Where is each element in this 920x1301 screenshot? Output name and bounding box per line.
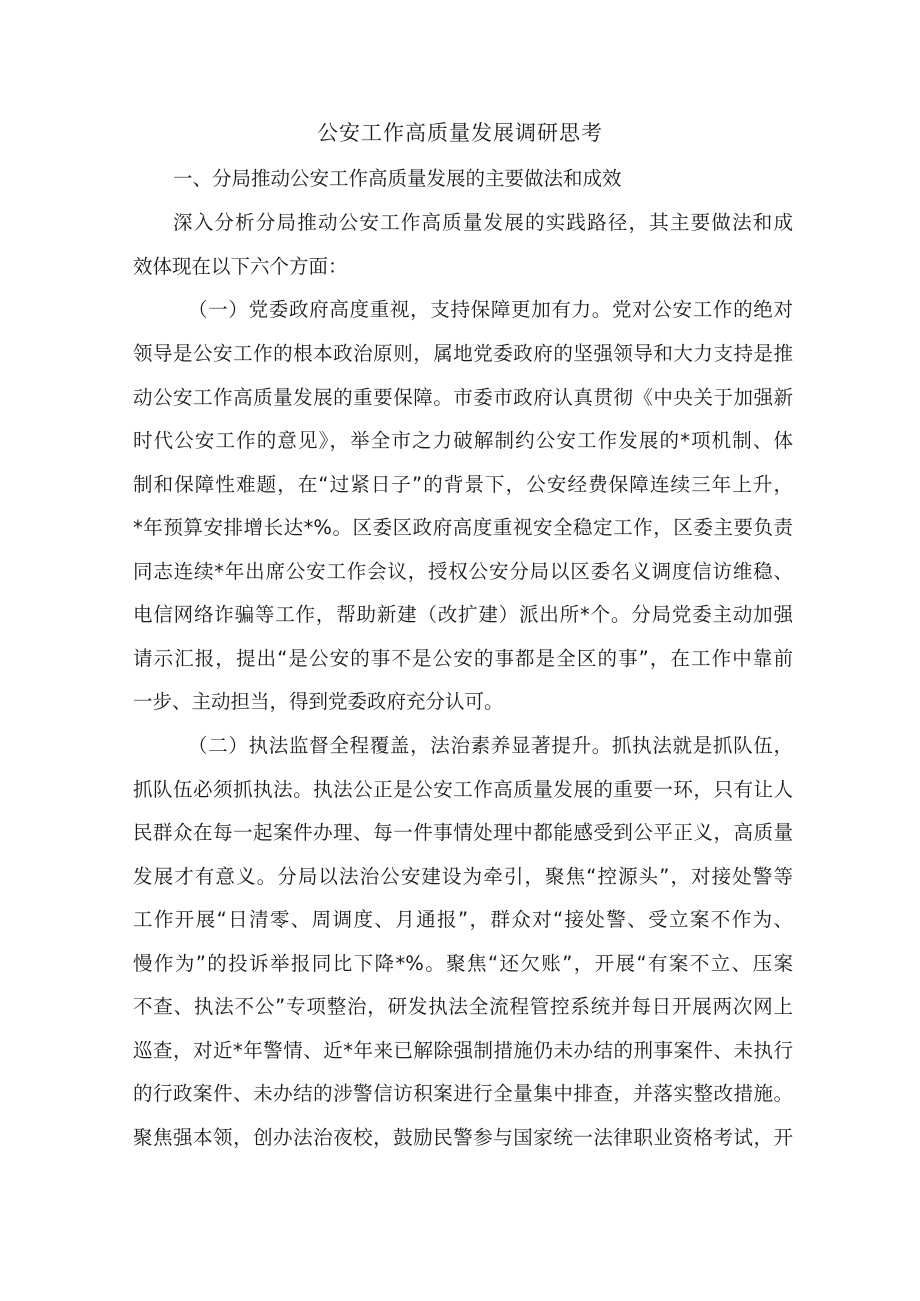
paragraph-line: 巡查，对近*年警情、近*年来已解除强制措施仍未办结的刑事案件、未执行 — [133, 1039, 793, 1062]
paragraph-line: 电信网络诈骗等工作，帮助新建（改扩建）派出所*个。分局党委主动加强 — [133, 603, 793, 626]
paragraph-line: （一）党委政府高度重视，支持保障更加有力。党对公安工作的绝对 — [188, 298, 793, 321]
paragraph-line: 工作开展“日清零、周调度、月通报”，群众对“接处警、受立案不作为、 — [133, 908, 793, 931]
paragraph-line: 效体现在以下六个方面： — [133, 255, 348, 278]
paragraph-line: 动公安工作高质量发展的重要保障。市委市政府认真贯彻《中央关于加强新 — [133, 386, 793, 409]
paragraph-line: 深入分析分局推动公安工作高质量发展的实践路径，其主要做法和成 — [173, 211, 793, 234]
paragraph-line: 慢作为”的投诉举报同比下降*%。聚焦“还欠账”，开展“有案不立、压案 — [133, 952, 793, 975]
paragraph-line: 同志连续*年出席公安工作会议，授权公安分局以区委名义调度信访维稳、 — [133, 560, 793, 583]
section-heading-1: 一、分局推动公安工作高质量发展的主要做法和成效 — [173, 167, 622, 190]
paragraph-line: 发展才有意义。分局以法治公安建设为牵引，聚焦“控源头”，对接处警等 — [133, 865, 793, 888]
paragraph-line: 时代公安工作的意见》，举全市之力破解制约公安工作发展的*项机制、体 — [133, 429, 793, 452]
document-title: 公安工作高质量发展调研思考 — [317, 121, 603, 145]
paragraph-line: 请示汇报，提出“是公安的事不是公安的事都是全区的事”，在工作中靠前 — [133, 647, 793, 670]
paragraph-line: *年预算安排增长达*%。区委区政府高度重视安全稳定工作，区委主要负责 — [133, 516, 793, 539]
paragraph-line: 制和保障性难题，在“过紧日子”的背景下，公安经费保障连续三年上升， — [133, 473, 793, 496]
paragraph-line: 不查、执法不公”专项整治，研发执法全流程管控系统并每日开展两次网上 — [133, 995, 793, 1018]
paragraph-line: 的行政案件、未办结的涉警信访积案进行全量集中排查，并落实整改措施。 — [133, 1082, 793, 1105]
paragraph-line: 一步、主动担当，得到党委政府充分认可。 — [133, 690, 504, 713]
paragraph-line: 抓队伍必须抓执法。执法公正是公安工作高质量发展的重要一环，只有让人 — [133, 778, 793, 801]
paragraph-line: 领导是公安工作的根本政治原则，属地党委政府的坚强领导和大力支持是推 — [133, 342, 793, 365]
paragraph-line: （二）执法监督全程覆盖，法治素养显著提升。抓执法就是抓队伍， — [188, 734, 793, 757]
paragraph-line: 民群众在每一起案件办理、每一件事情处理中都能感受到公平正义，高质量 — [133, 821, 793, 844]
paragraph-line: 聚焦强本领，创办法治夜校，鼓励民警参与国家统一法律职业资格考试，开 — [133, 1126, 793, 1149]
